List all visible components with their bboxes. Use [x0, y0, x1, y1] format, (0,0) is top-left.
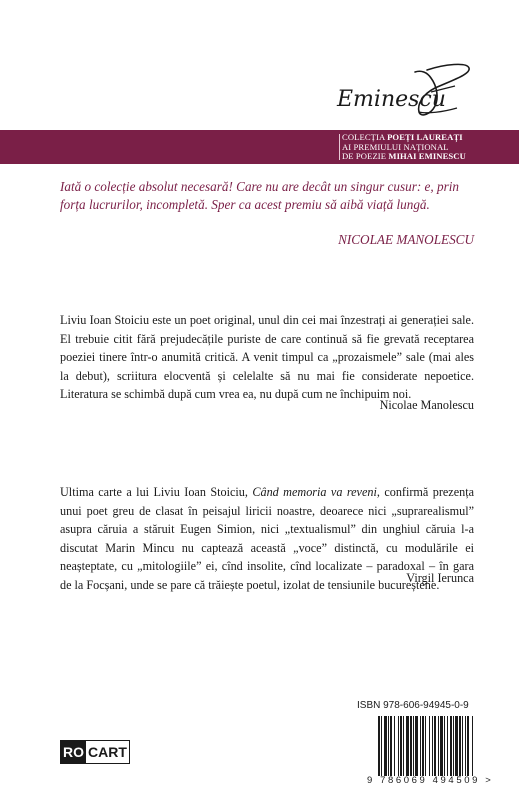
featured-quote-author: NICOLAE MANOLESCU [338, 232, 474, 247]
collection-title [342, 133, 517, 162]
review-paragraph-2: Ultima carte a lui Liviu Ioan Stoiciu, Când memoria va reveni, confirmă prezența unui poet greu de clasat în peisajul liricii noastre, deoarece nici „suprarealismul” asupra căruia a stăruit Eugen Simion, nici „textualismul” din unghiul căruia l-a discutat Marin Mincu nu captează această „voce” distinctă, cu modulările ei neașteptate, cu „mitologiile” ei, cînd insolite, cînd localizate – paradoxal – în gara de la Focșani, unde se pare că trăiește poetul, izolat de tensiunile bucureștene. [60, 485, 474, 592]
collection-line-2: AI PREMIULUI NAȚIONAL [342, 141, 449, 152]
collection-band [0, 130, 519, 164]
band-divider [339, 134, 340, 160]
review-paragraph-1: Liviu Ioan Stoiciu este un poet original, unul din cei mai înzestrați ai generației sale. El trebuie citit fără prejudecățile puriste de care continuă să fie grevată receptarea poeziei tinere într-o anumită critică. A venit timpul ca „prozaismele” sale (mai ales la debut), scriitura elocventă și celelalte să nu mai fie considerate nepoetice. Literatura se schimbă după cum vrea ea, nu după cum ne închipuim noi. [60, 313, 474, 402]
svg-text:Eminescu: Eminescu [337, 87, 446, 112]
collection-line-3: DE POEZIE MIHAI EMINESCU [342, 151, 466, 162]
featured-quote: Iată o colecție absolut necesară! Care nu are decât un singur cusur: e, prin forța lucrurilor, incompletă. Sper ca acest premiu să aibă viață lungă. [60, 179, 459, 212]
barcode-digits: 9 786069 494509 > [367, 775, 494, 786]
publisher-logo-ro: RO [61, 741, 86, 763]
publisher-logo-cart: CART [86, 741, 129, 763]
review-author-1: Nicolae Manolescu [379, 398, 474, 412]
review-author-2: Virgil Ierunca [406, 571, 474, 585]
isbn-label: ISBN 978-606-94945-0-9 [357, 700, 469, 711]
book-title: Când memoria va reveni [252, 485, 377, 499]
eminescu-signature-logo [335, 62, 475, 122]
collection-line-1: COLECȚIA POEȚI LAUREAȚI [342, 132, 463, 142]
rocart-publisher-logo [60, 740, 130, 764]
barcode-image [377, 716, 515, 776]
